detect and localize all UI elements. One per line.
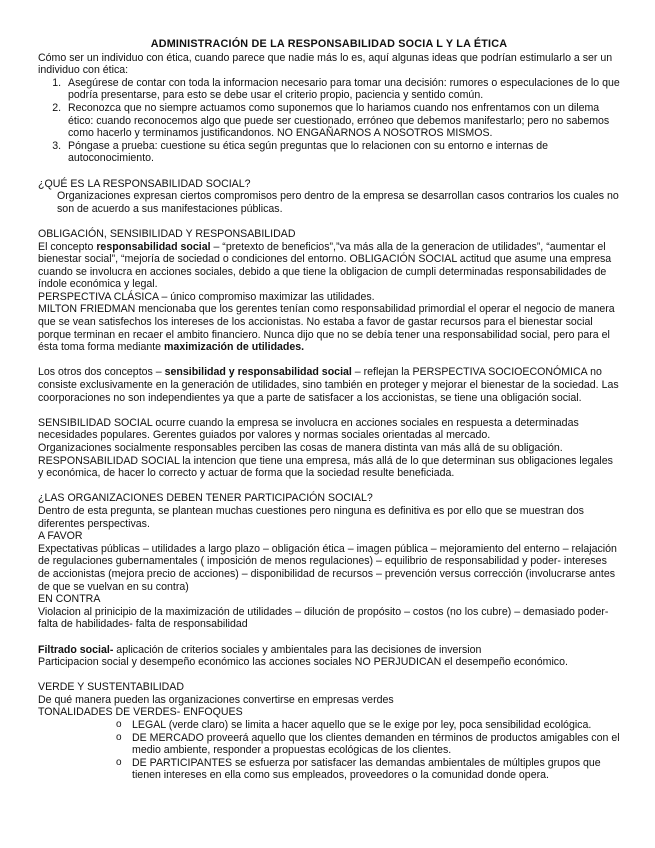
section-heading-obligacion: OBLIGACIÓN, SENSIBILIDAD Y RESPONSABILIDAD: [38, 227, 296, 240]
paragraph: Dentro de esta pregunta, se plantean muchas cuestiones pero ninguna es definitiva es por ello que se muestran dos diferentes perspectivas.: [38, 504, 584, 530]
list-item: o DE MERCADO proveerá aquello que los clientes demanden en términos de productos amigables con el medio ambiente, responder a propuestas ecológicas de los clientes.: [116, 732, 620, 757]
section-heading-responsabilidad: ¿QUÉ ES LA RESPONSABILIDAD SOCIAL?: [38, 177, 251, 190]
paragraph: MILTON FRIEDMAN mencionaba que los gerentes tenían como responsabilidad primordial el operar el negocio de manera que se vean satisfechos los intereses de los accionistas. No estaba a favor de gastar recursos para el bienestar social porque terminan en recaer el ambito financiero. Nunca dijo que no se debía tener una responsabilidad social, pero para el ésta toma forma mediante maximización de utilidades.: [38, 303, 615, 354]
list-item: 1. Asegúrese de contar con toda la informacion necesario para tomar una decisión: rumores o especulaciones de lo que podría presentarse, para esto se debe usar el criterio propio, paciencia y sentido común.: [64, 77, 620, 102]
section-heading-participacion: ¿LAS ORGANIZACIONES DEBEN TENER PARTICIPACIÓN SOCIAL?: [38, 492, 373, 505]
document-title: ADMINISTRACIÓN DE LA RESPONSABILIDAD SOCIA L Y LA ÉTICA: [150, 38, 508, 50]
list-item: o LEGAL (verde claro) se limita a hacer aquello que se le exige por ley, poca sensibilidad ecológica.: [116, 719, 620, 732]
paragraph: PERSPECTIVA CLÁSICA – único compromiso maximizar las utilidades.: [38, 290, 375, 303]
intro-list: [38, 77, 620, 165]
green-list: [38, 719, 620, 782]
list-item: o DE PARTICIPANTES se esfuerza por satisfacer las demandas ambientales de múltiples grupos que tienen intereses en ella como sus empleados, proveedores o la comunidad donde opera.: [116, 757, 620, 782]
list-item: 3. Póngase a prueba: cuestione su ética según preguntas que lo relacionen con su entorno e internas de autoconocimiento.: [64, 140, 620, 165]
paragraph: Los otros dos conceptos – sensibilidad y responsabilidad social – reflejan la PERSPECTIVA SOCIOECONÓMICA no consiste exclusivamente en la generación de utilidades, sino también en proteger y mejorar el bienestar de la sociedad. Las coorporaciones no son independientes ya que a parte de satisfacer a los accionistas, se tiene una obligación social.: [38, 366, 619, 404]
paragraph: El concepto responsabilidad social – “pretexto de beneficios”,”va más alla de la generacion de utilidades”, “aumentar el bienestar social”, “mejoría de sociedad o condiciones del entorno. OBLIGACIÓN SOCIAL actitud que asume una empresa cuando se involucra en acciones sociales, debido a que tiene la obligacion de cumpli determinadas responsabilidades de índole económica y legal.: [38, 240, 612, 291]
paragraph: De qué manera pueden las organizaciones convertirse en empresas verdes: [38, 693, 394, 706]
paragraph: Violacion al prinicipio de la maximización de utilidades – dilución de propósito – costos (no los cubre) – demasiado poder- falta de habilidades- falta de responsabilidad: [38, 605, 609, 631]
paragraph: Filtrado social- aplicación de criterios sociales y ambientales para las decisiones de inversion: [38, 643, 482, 656]
paragraph: RESPONSABILIDAD SOCIAL la intencion que tiene una empresa, más allá de lo que determinan sus obligaciones legales y económica, de hacer lo correcto y actuar de forma que la sociedad resulte beneficiada.: [38, 454, 613, 480]
paragraph: Expectativas públicas – utilidades a largo plazo – obligación ética – imagen pública – mejoramiento del enterno – relajación de regulaciones gubernamentales ( imposición de menos regulaciones) – equilibrio de responsabilidad y poder- intereses de accionistas (mejora precio de acciones) – disponibilidad de recursos – prevención versus corrección (involucrarse antes de que se vuelvan en su contra): [38, 542, 617, 593]
intro-paragraph: Cómo ser un individuo con ética, cuando parece que nadie más lo es, aquí algunas ideas que podrían estimularlo a ser un individuo con ética:: [38, 51, 613, 77]
document-page: [38, 38, 620, 782]
subheading-en-contra: EN CONTRA: [38, 593, 101, 606]
paragraph: Participacion social y desempeño económico las acciones sociales NO PERJUDICAN el desempeño económico.: [38, 656, 568, 669]
subheading-a-favor: A FAVOR: [38, 530, 83, 543]
section-heading-verde: VERDE Y SUSTENTABILIDAD: [38, 681, 184, 694]
paragraph: SENSIBILIDAD SOCIAL ocurre cuando la empresa se involucra en acciones sociales en respuesta a determinadas necesidades populares. Gerentes guiados por valores y normas sociales orientadas al mercado.: [38, 416, 579, 442]
paragraph: TONALIDADES DE VERDES- ENFOQUES: [38, 706, 243, 719]
paragraph: Organizaciones expresan ciertos compromisos pero dentro de la empresa se desarrollan casos contrarios los cuales no son de acuerdo a sus manifestaciones públicas.: [57, 190, 619, 215]
list-item: 2. Reconozca que no siempre actuamos como suponemos que lo hariamos cuando nos enfrentamos con un dilema ético: cuando reconocemos algo que puede ser cuestionado, erróneo que debemos manifestarlo; pero no sabemos como hacerlo y terminamos justificandonos. NO ENGAÑARNOS A NOSOTROS MISMOS.: [64, 102, 620, 140]
paragraph: Organizaciones socialmente responsables perciben las cosas de manera distinta van más allá de su obligación.: [38, 442, 563, 454]
